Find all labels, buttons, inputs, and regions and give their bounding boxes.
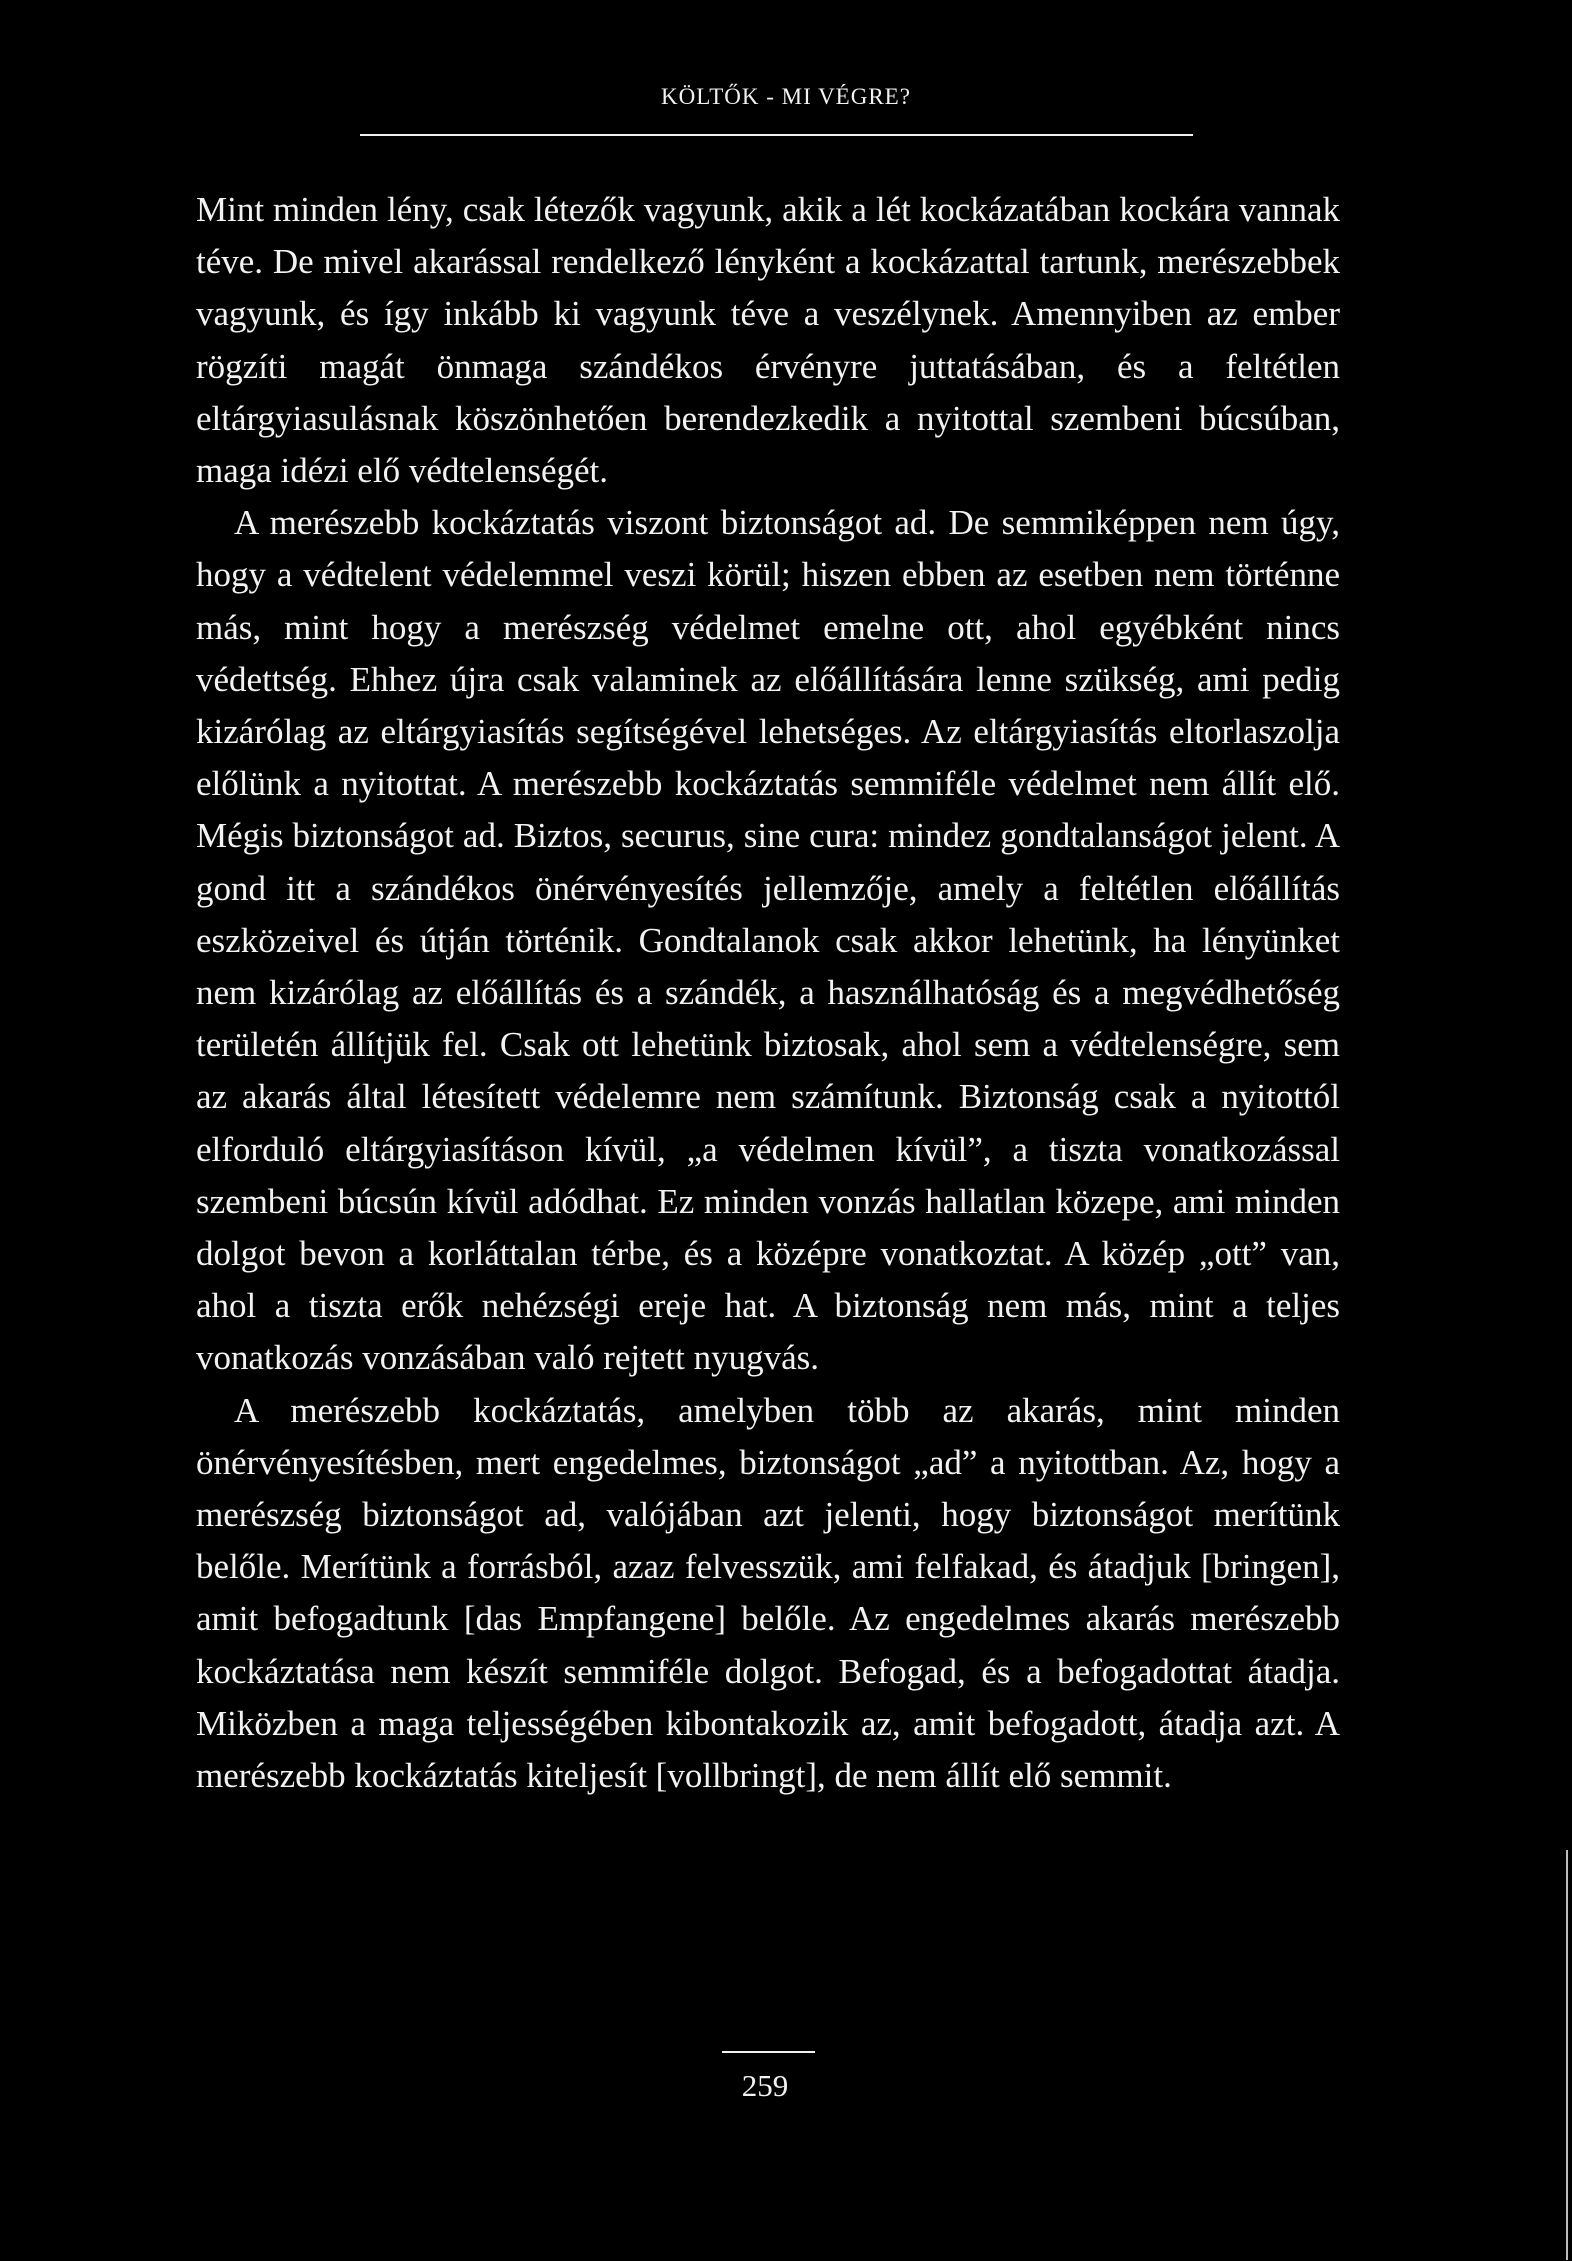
paragraph: Mint minden lény, csak létezők vagyunk, akik a lét kockázatában kockára vannak téve. De mivel akarással rendelkező lényként a kockázattal tartunk, merészebbek vagyunk, és így inkább ki vagyunk téve a veszélynek. Amennyiben az ember rögzíti magát önmaga szándékos érvényre juttatásában, és a feltétlen eltárgyiasulásnak köszönhetően berendezkedik a nyitottal szembeni búcsúban, maga idézi elő védtelenségét. [196,190,1340,491]
scan-edge-line [1566,1850,1568,2260]
running-head: KÖLTŐK - MI VÉGRE? [661,84,911,109]
footer-rule [722,2051,815,2053]
body-text [196,184,1340,1802]
header-rule [360,134,1193,136]
page-number: 259 [741,2068,789,2103]
paragraph: A merészebb kockáztatás viszont biztonságot ad. De semmiképpen nem úgy, hogy a védtelent védelemmel veszi körül; hiszen ebben az esetben nem történne más, mint hogy a merészség védelmet emelne ott, ahol egyébként nincs védettség. Ehhez újra csak valaminek az előállítására lenne szükség, ami pedig kizárólag az eltárgyiasítás segítségével lehetséges. Az eltárgyiasítás eltorlaszolja előlünk a nyitottat. A merészebb kockáztatás semmiféle védelmet nem állít elő. Mégis biztonságot ad. Biztos, securus, sine cura: mindez gondtalanságot jelent. A gond itt a szándékos önérvényesítés jellemzője, amely a feltétlen előállítás eszközeivel és útján történik. Gondtalanok csak akkor lehetünk, ha lényünket nem kizárólag az előállítás és a szándék, a használhatóság és a megvédhetőség területén állítjük fel. Csak ott lehetünk biztosak, ahol sem a védtelenségre, sem az akarás által létesített védelemre nem számítunk. Biztonság csak a nyitottól elforduló eltárgyiasításon kívül, „a védelmen kívül”, a tiszta vonatkozással szembeni búcsún kívül adódhat. Ez minden vonzás hallatlan közepe, ami minden dolgot bevon a korláttalan térbe, és a középre vonatkoztat. A közép „ott” van, ahol a tiszta erők nehézségi ereje hat. A biztonság nem más, mint a teljes vonatkozás vonzásában való rejtett nyugvás. [196,503,1340,1378]
paragraph: A merészebb kockáztatás, amelyben több az akarás, mint minden önérvényesítésben, mert engedelmes, biztonságot „ad” a nyitottban. Az, hogy a merészség biztonságot ad, valójában azt jelenti, hogy biztonságot merítünk belőle. Merítünk a forrásból, azaz felvesszük, ami felfakad, és átadjuk [bringen], amit befogadtunk [das Empfangene] belőle. Az engedelmes akarás merészebb kockáztatása nem készít semmiféle dolgot. Befogad, és a befogadottat átadja. Miközben a maga teljességében kibontakozik az, amit befogadott, átadja azt. A merészebb kockáztatás kiteljesít [vollbringt], de nem állít elő semmit. [196,1390,1340,1796]
